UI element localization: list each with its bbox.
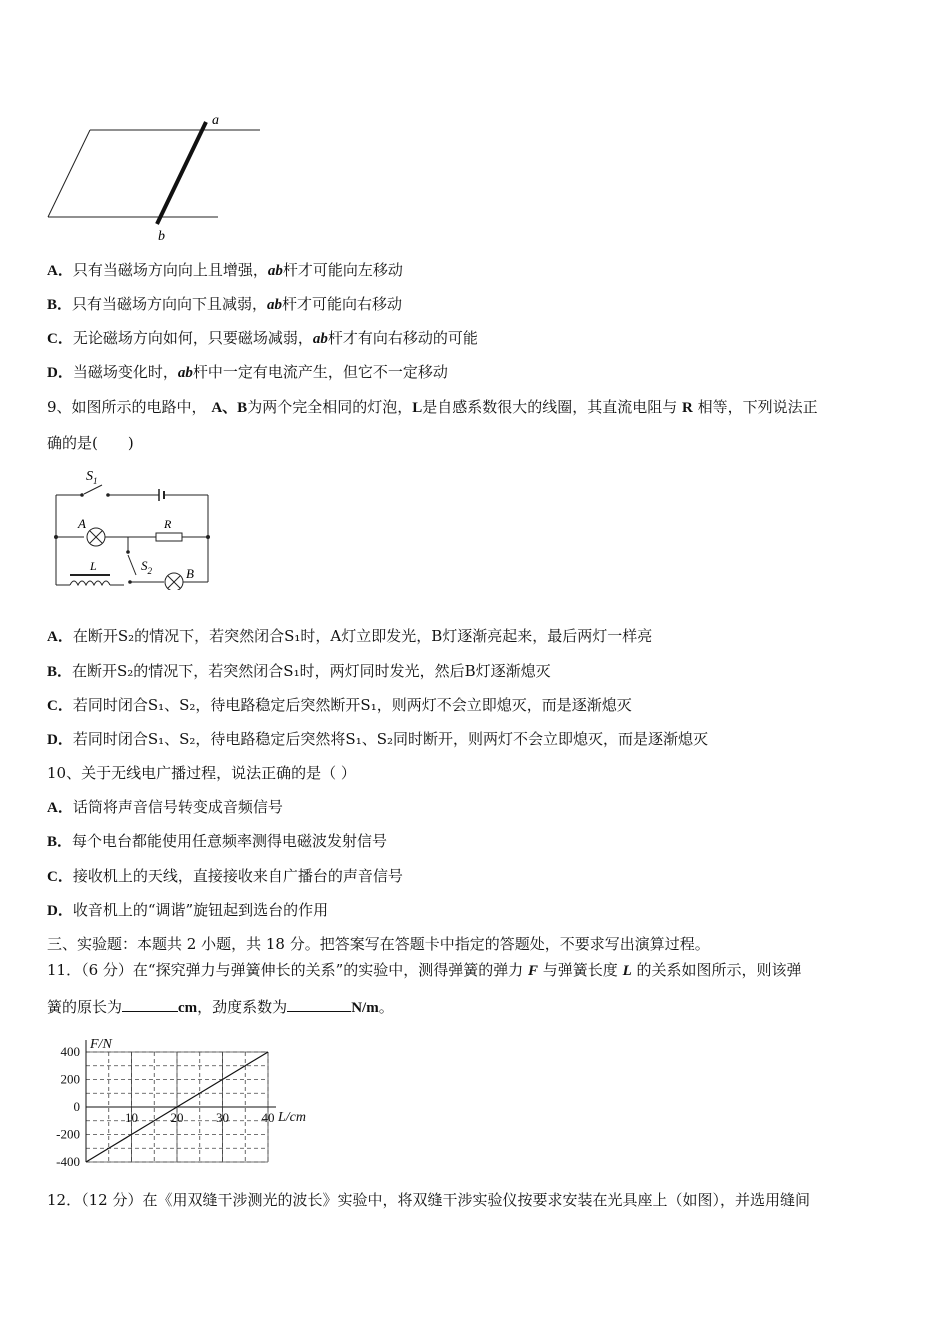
q12-stem-line1: 12．（12 分）在《用双缝干涉测光的波长》实验中，将双缝干涉实验仪按要求安装在光具座上（如图），并选用缝间 [47,1191,810,1209]
q8-option-d: D．当磁场变化时，ab杆中一定有电流产生，但它不一定移动 [47,363,448,381]
y-tick-label: 400 [60,1044,80,1059]
y-tick-label: -200 [56,1126,80,1142]
q9-stem-line2: 确的是( ) [47,434,134,452]
resistor-r [156,533,182,541]
q11-stem-line2: 簧的原长为 cm，劲度系数为 N/m。 [47,998,394,1016]
x-tick-label: 20 [170,1110,184,1125]
q8-option-b: B．只有当磁场方向向下且减弱，ab杆才可能向右移动 [47,295,403,313]
q8-option-a: A．只有当磁场方向向上且增强，ab杆才可能向左移动 [47,261,403,279]
y-tick-label: 0 [73,1099,80,1114]
x-tick-label: 40 [261,1110,275,1125]
q9-stem-line1: 9、如图所示的电路中， A、B为两个完全相同的灯泡，L是自感系数很大的线圈，其直流电阻与 R 相等，下列说法正 [47,398,818,416]
x-tick-label: 10 [125,1110,138,1125]
y-axis-label: F/N [90,1037,112,1052]
q9-option-c: C．若同时闭合S₁、S₂，待电路稳定后突然断开S₁，则两灯不会立即熄灭，而是逐渐熄灭 [47,696,632,714]
rail-rod-figure [40,110,280,245]
x-tick-label: 30 [216,1110,229,1125]
q9-option-d: D．若同时闭合S₁、S₂，待电路稳定后突然将S₁、S₂同时断开，则两灯不会立即熄灭，而是逐渐熄灭 [47,730,709,748]
blank-spring-constant[interactable] [287,997,351,1012]
q9-option-b: B．在断开S₂的情况下，若突然闭合S₁时，两灯同时发光，然后B灯逐渐熄灭 [47,662,551,680]
rod-ab [157,122,206,224]
switch-s1 [84,485,102,494]
label-l: L [90,559,97,573]
q10-option-d: D．收音机上的“调谐”旋钮起到选台的作用 [47,901,329,919]
q10-option-a: A．话筒将声音信号转变成音频信号 [47,798,283,816]
q9-option-a: A．在断开S₂的情况下，若突然闭合S₁时，A灯立即发光，B灯逐渐亮起来，最后两灯一样亮 [47,627,653,645]
q11-stem-line1: 11．（6 分）在“探究弹力与弹簧伸长的关系”的实验中，测得弹簧的弹力 F 与弹簧长度 L 的关系如图所示，则该弹 [47,961,802,979]
q8-option-c: C．无论磁场方向如何，只要磁场减弱，ab杆才有向右移动的可能 [47,329,478,347]
label-r: R [164,517,172,531]
label-s2: $S_2$ [141,558,152,576]
circuit-diagram [46,460,221,590]
label-b-lamp: B [186,566,194,581]
q10-option-b: B．每个电台都能使用任意频率测得电磁波发射信号 [47,832,388,850]
inductor-l [70,581,110,585]
section-three-heading: 三、实验题：本题共 2 小题，共 18 分。把答案写在答题卡中指定的答题处，不要求写出演算过程。 [47,935,710,953]
label-b: b [158,229,165,244]
switch-s2 [128,555,136,575]
label-a: a [212,113,219,128]
force-length-chart [40,1030,340,1175]
label-a-lamp: A [78,516,86,531]
q10-stem: 10、关于无线电广播过程，说法正确的是（ ） [47,764,356,782]
q10-option-c: C．接收机上的天线，直接接收来自广播台的声音信号 [47,867,403,885]
blank-original-length[interactable] [122,997,178,1012]
y-tick-label: -400 [56,1154,80,1169]
label-s1: $S_1$ [86,469,98,486]
x-axis-label: L/cm [278,1110,306,1125]
y-tick-label: 200 [60,1071,80,1087]
